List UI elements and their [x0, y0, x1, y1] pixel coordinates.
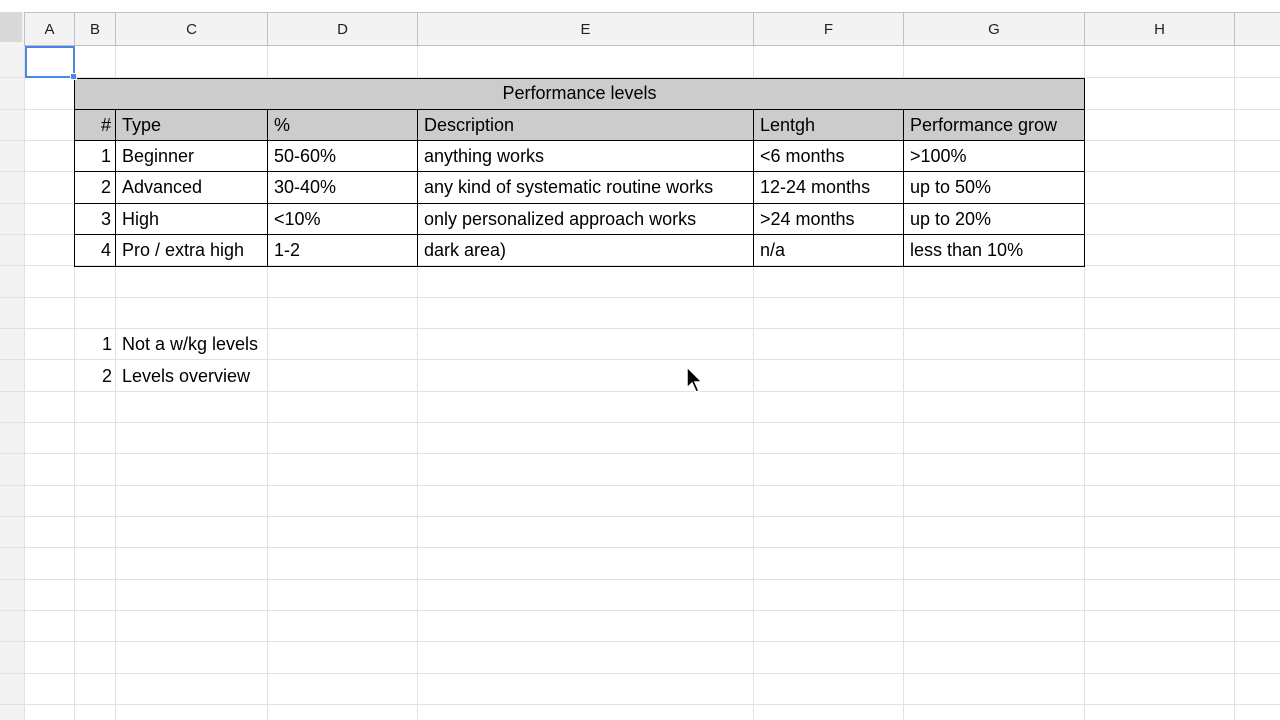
column-header-a[interactable]: A	[25, 12, 75, 46]
column-header-g[interactable]: G	[904, 12, 1085, 46]
column-header-e[interactable]: E	[418, 12, 754, 46]
table-header-cell[interactable]: Lentgh	[754, 110, 904, 141]
row-gridline	[0, 516, 1280, 517]
note-text[interactable]: Not a w/kg levels	[122, 334, 259, 354]
column-header-d[interactable]: D	[268, 12, 418, 46]
table-cell[interactable]: 1	[75, 141, 116, 172]
row-gridline	[0, 297, 1280, 298]
column-gridline	[1234, 46, 1235, 720]
table-cell[interactable]: Beginner	[116, 141, 268, 172]
row-gridline	[0, 422, 1280, 423]
table-cell[interactable]: <6 months	[754, 141, 904, 172]
table-cell[interactable]: <10%	[268, 204, 418, 235]
row-gridline	[0, 610, 1280, 611]
table-header-cell[interactable]: %	[268, 110, 418, 141]
row-gridline	[0, 579, 1280, 580]
column-header-f[interactable]: F	[754, 12, 904, 46]
table-header-cell[interactable]: #	[75, 110, 116, 141]
table-title[interactable]: Performance levels	[74, 78, 1085, 110]
column-header-h[interactable]: H	[1085, 12, 1235, 46]
corner-marker	[0, 12, 22, 42]
table-cell[interactable]: High	[116, 204, 268, 235]
table-cell[interactable]: Advanced	[116, 172, 268, 204]
table-cell[interactable]: up to 50%	[904, 172, 1085, 204]
note-text[interactable]: Levels overview	[122, 365, 251, 386]
table-cell[interactable]: anything works	[418, 141, 754, 172]
note-number[interactable]: 1	[101, 334, 112, 354]
row-gridline	[0, 453, 1280, 454]
table-cell[interactable]: 50-60%	[268, 141, 418, 172]
table-cell[interactable]: n/a	[754, 235, 904, 267]
top-strip	[0, 0, 1280, 12]
row-header-column	[0, 46, 25, 720]
table-header-cell[interactable]: Type	[116, 110, 268, 141]
active-cell-selection[interactable]	[25, 46, 75, 78]
table-header-cell[interactable]: Description	[418, 110, 754, 141]
table-cell[interactable]: any kind of systematic routine works	[418, 172, 754, 204]
column-gridline	[24, 46, 25, 720]
column-header-next[interactable]	[1235, 12, 1280, 46]
table-cell[interactable]: >24 months	[754, 204, 904, 235]
table-cell[interactable]: 1-2	[268, 235, 418, 267]
table-cell[interactable]: 3	[75, 204, 116, 235]
table-cell[interactable]: dark area)	[418, 235, 754, 267]
table-cell[interactable]: Pro / extra high	[116, 235, 268, 267]
table-cell[interactable]: >100%	[904, 141, 1085, 172]
row-gridline	[0, 673, 1280, 674]
table-cell[interactable]: only personalized approach works	[418, 204, 754, 235]
table-cell[interactable]: 12-24 months	[754, 172, 904, 204]
column-header-b[interactable]: B	[75, 12, 116, 46]
table-cell[interactable]: 2	[75, 172, 116, 204]
fill-handle[interactable]	[70, 73, 77, 80]
mouse-pointer-icon	[686, 366, 704, 394]
row-gridline	[0, 547, 1280, 548]
table-header-cell[interactable]: Performance grow	[904, 110, 1085, 141]
note-number[interactable]: 2	[101, 365, 112, 386]
table-cell[interactable]: less than 10%	[904, 235, 1085, 267]
table-cell[interactable]: 30-40%	[268, 172, 418, 204]
row-gridline	[0, 641, 1280, 642]
column-header-c[interactable]: C	[116, 12, 268, 46]
table-cell[interactable]: up to 20%	[904, 204, 1085, 235]
row-gridline	[0, 704, 1280, 705]
table-cell[interactable]: 4	[75, 235, 116, 267]
row-gridline	[0, 485, 1280, 486]
